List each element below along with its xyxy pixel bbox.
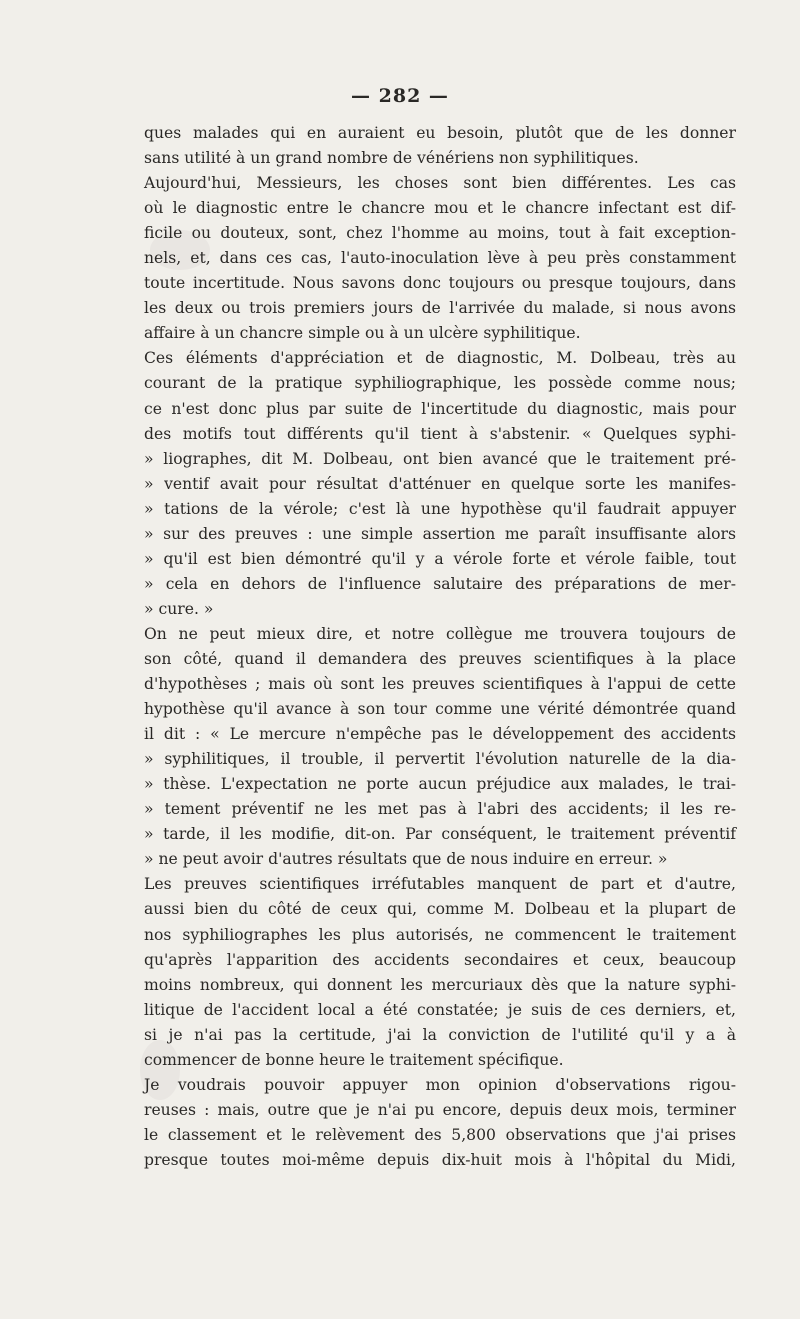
text-line: où le diagnostic entre le chancre mou et le chancre infectant est dif- xyxy=(144,199,736,218)
text-line: courant de la pratique syphiliographique, les possède comme nous; xyxy=(144,374,736,393)
text-line: » ventif avait pour résultat d'atténuer en quelque sorte les manifes- xyxy=(144,474,736,493)
text-line: On ne peut mieux dire, et notre collègue me trouvera toujours de xyxy=(144,624,736,643)
text-line: affaire à un chancre simple ou à un ulcère syphilitique. xyxy=(144,324,581,343)
text-line: Les preuves scientifiques irréfutables manquent de part et d'autre, xyxy=(144,875,736,894)
text-line: il dit : « Le mercure n'empêche pas le développement des accidents xyxy=(144,725,736,744)
text-line: ques malades qui en auraient eu besoin, plutôt que de les donner xyxy=(144,124,736,142)
text-line: qu'après l'apparition des accidents secondaires et ceux, beaucoup xyxy=(144,950,736,969)
text-line: » tarde, il les modifie, dit-on. Par conséquent, le traitement préventif xyxy=(144,825,736,844)
text-line: » syphilitiques, il trouble, il pervertit l'évolution naturelle de la dia- xyxy=(144,750,736,769)
text-line: litique de l'accident local a été constatée; je suis de ces derniers, et, xyxy=(144,1000,736,1019)
text-line: les deux ou trois premiers jours de l'arrivée du malade, si nous avons xyxy=(144,299,736,318)
text-line: aussi bien du côté de ceux qui, comme M. Dolbeau et la plupart de xyxy=(144,900,736,919)
text-line: d'hypothèses ; mais où sont les preuves scientifiques à l'appui de cette xyxy=(144,675,736,694)
text-line: » cela en dehors de l'influence salutaire des préparations de mer- xyxy=(144,574,736,593)
page-number: — 282 — xyxy=(351,85,449,107)
text-line: reuses : mais, outre que je n'ai pu encore, depuis deux mois, terminer xyxy=(144,1100,736,1119)
text-line: moins nombreux, qui donnent les mercuriaux dès que la nature syphi- xyxy=(144,975,736,994)
text-line: sans utilité à un grand nombre de vénériens non syphilitiques. xyxy=(144,149,639,168)
text-line: » qu'il est bien démontré qu'il y a vérole forte et vérole faible, tout xyxy=(144,549,736,568)
text-line: » thèse. L'expectation ne porte aucun préjudice aux malades, le trai- xyxy=(144,775,736,794)
text-line: » tations de la vérole; c'est là une hypothèse qu'il faudrait appuyer xyxy=(144,499,736,518)
text-line: presque toutes moi-même depuis dix-huit mois à l'hôpital du Midi, xyxy=(144,1150,736,1169)
text-line: commencer de bonne heure le traitement spécifique. xyxy=(144,1050,564,1069)
text-line: hypothèse qu'il avance à son tour comme une vérité démontrée quand xyxy=(144,700,736,719)
body-text xyxy=(144,121,736,1173)
text-line: ficile ou douteux, sont, chez l'homme au moins, tout à fait exception- xyxy=(144,224,736,243)
text-line: toute incertitude. Nous savons donc toujours ou presque toujours, dans xyxy=(144,274,736,293)
text-line: » ne peut avoir d'autres résultats que de nous induire en erreur. » xyxy=(144,850,668,869)
text-line: si je n'ai pas la certitude, j'ai la conviction de l'utilité qu'il y a à xyxy=(144,1025,736,1044)
text-line: des motifs tout différents qu'il tient à s'abstenir. « Quelques syphi- xyxy=(144,424,736,443)
text-line: » tement préventif ne les met pas à l'abri des accidents; il les re- xyxy=(144,800,736,819)
text-line: le classement et le relèvement des 5,800 observations que j'ai prises xyxy=(144,1125,736,1144)
text-line: Ces éléments d'appréciation et de diagnostic, M. Dolbeau, très au xyxy=(144,349,736,368)
text-line: » sur des preuves : une simple assertion me paraît insuffisante alors xyxy=(144,524,736,543)
text-line: » cure. » xyxy=(144,599,214,618)
text-line: ce n'est donc plus par suite de l'incertitude du diagnostic, mais pour xyxy=(144,399,736,418)
text-line: nels, et, dans ces cas, l'auto-inoculation lève à peu près constamment xyxy=(144,249,736,268)
text-line: Je voudrais pouvoir appuyer mon opinion d'observations rigou- xyxy=(144,1075,736,1094)
text-line: » liographes, dit M. Dolbeau, ont bien avancé que le traitement pré- xyxy=(144,449,736,468)
text-line: nos syphiliographes les plus autorisés, ne commencent le traitement xyxy=(144,925,736,944)
text-line: Aujourd'hui, Messieurs, les choses sont bien différentes. Les cas xyxy=(144,174,736,193)
text-line: son côté, quand il demandera des preuves scientifiques à la place xyxy=(144,649,736,668)
